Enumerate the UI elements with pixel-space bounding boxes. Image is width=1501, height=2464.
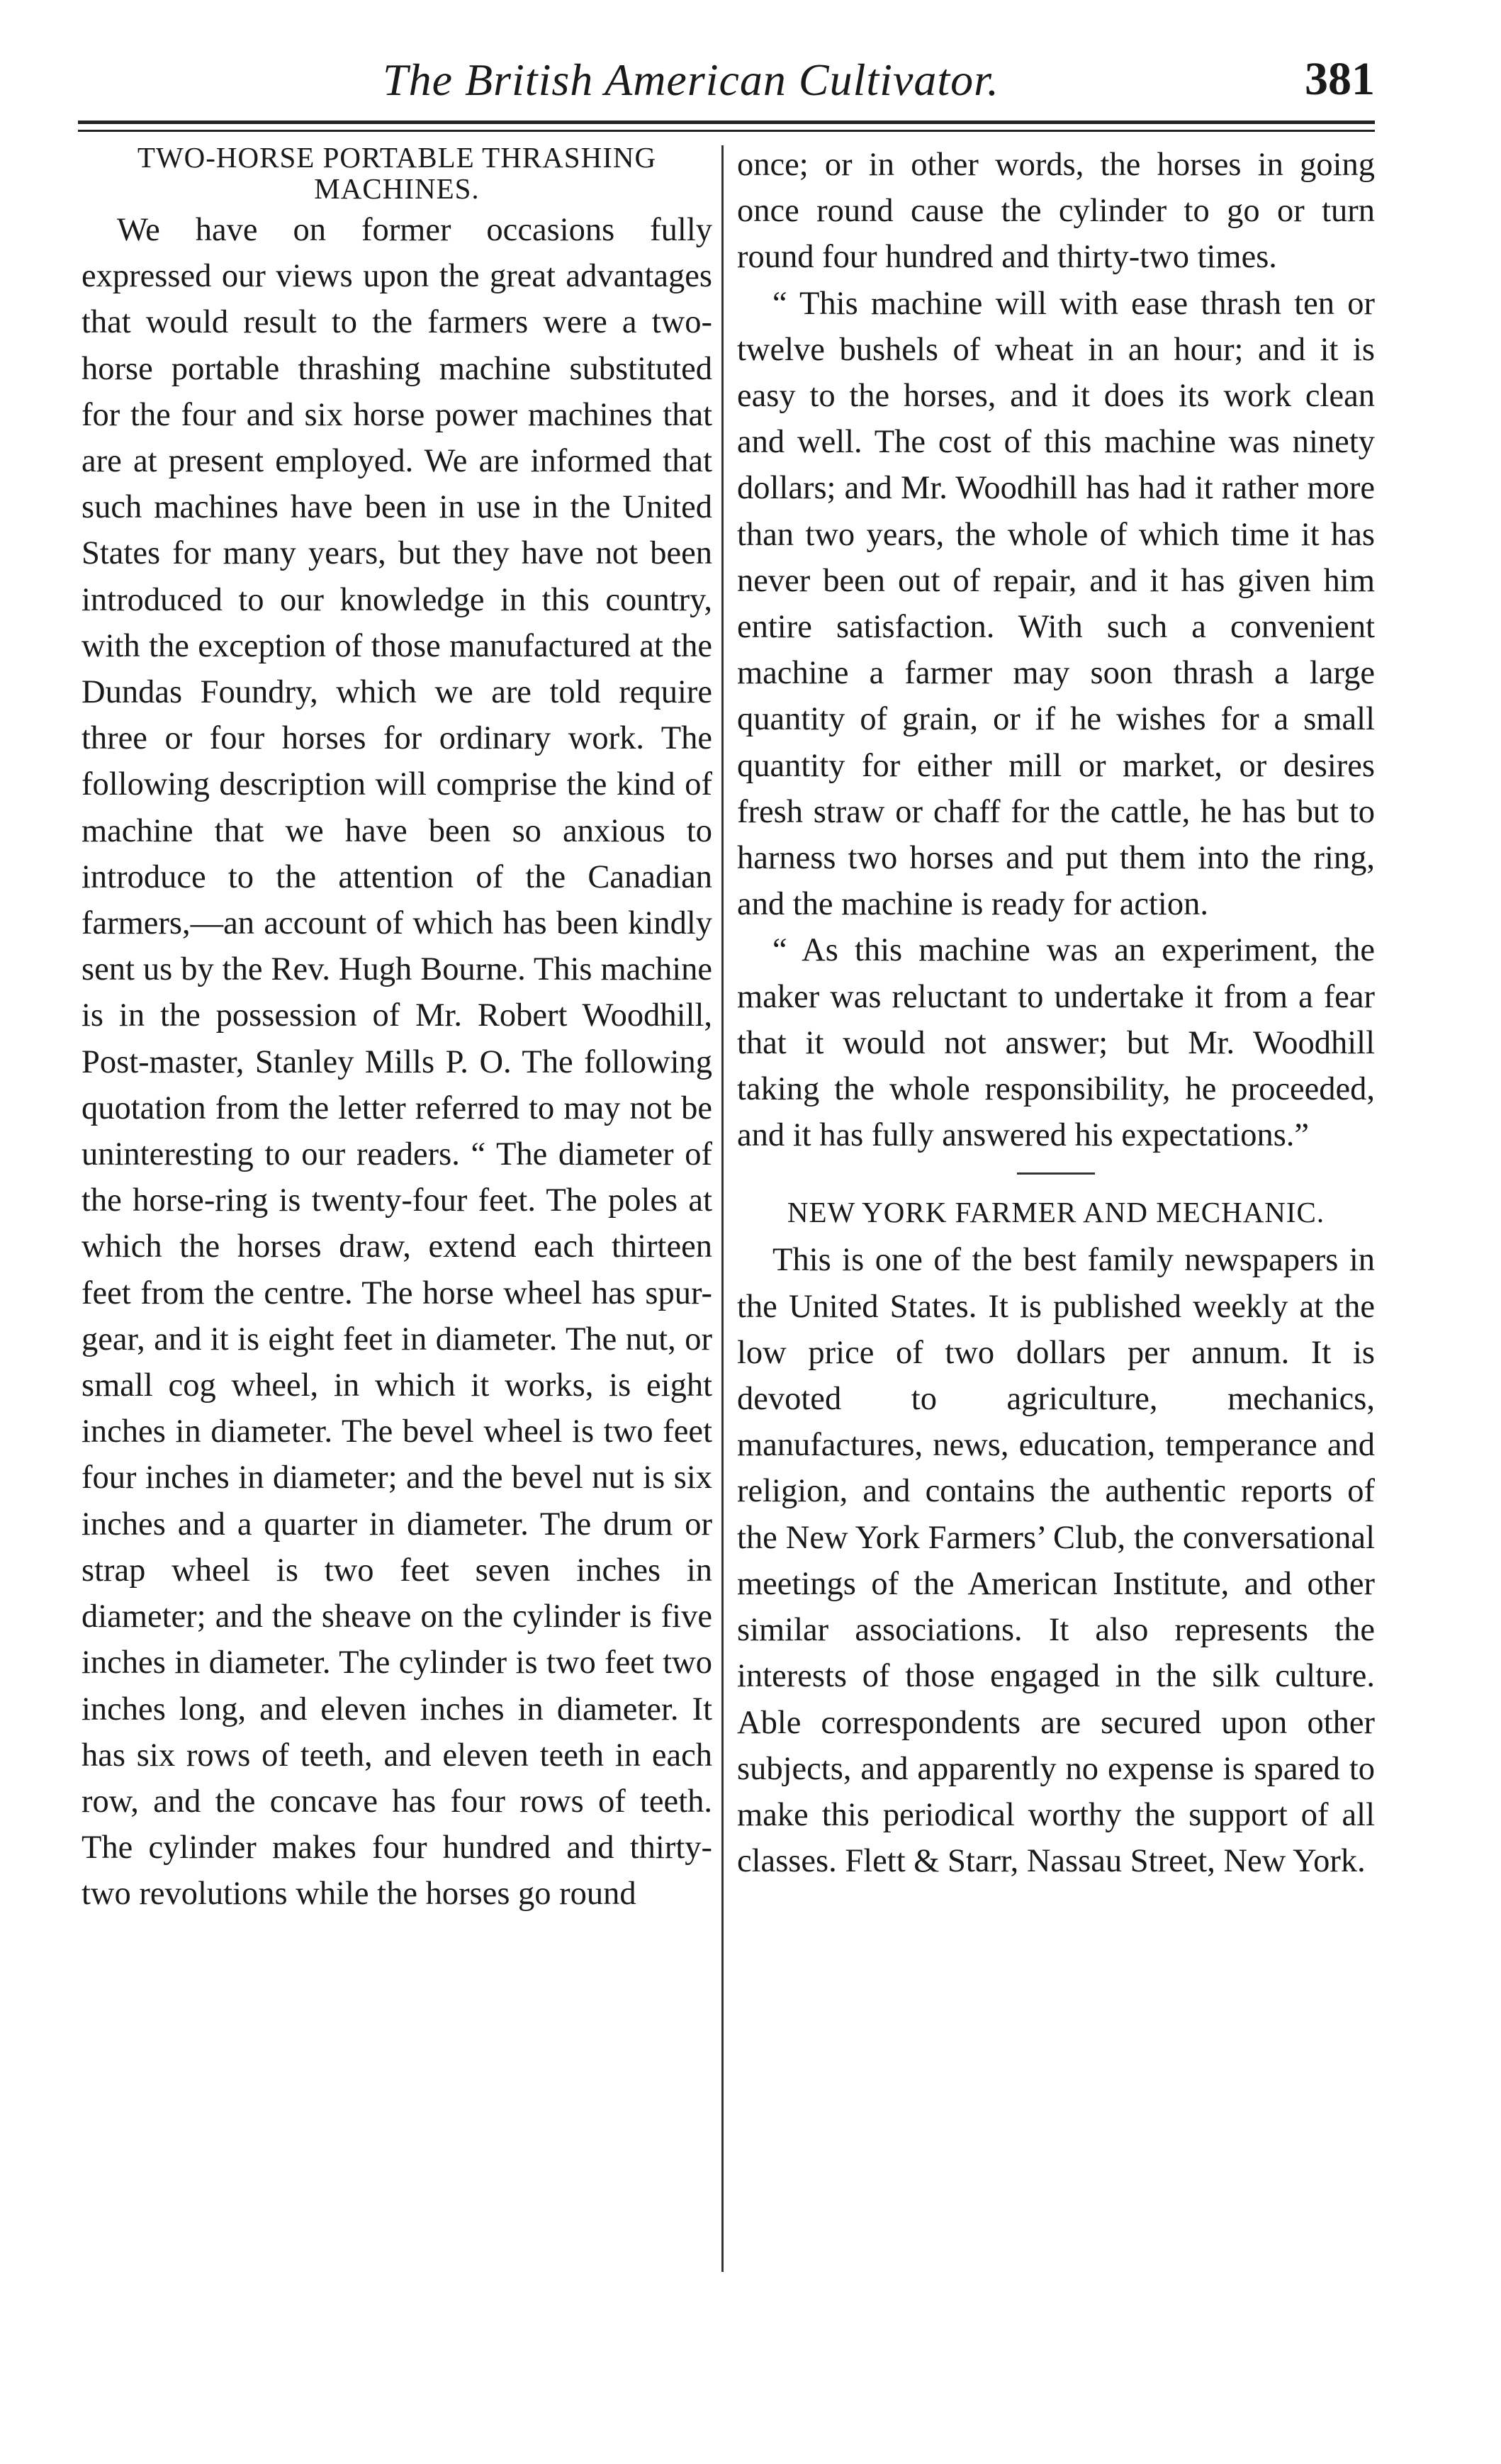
left-column	[81, 142, 712, 1917]
article-heading-new-york-farmer: NEW YORK FARMER AND MECHANIC.	[787, 1196, 1325, 1229]
page-header	[78, 50, 1375, 117]
column-divider	[721, 145, 724, 2272]
running-title: The British American Cultivator.	[383, 55, 999, 105]
article-continuation: once; or in other words, the horses in going once round cause the cylinder to go or turn round four hundred and thirty-two times.	[737, 147, 1375, 276]
article-body-thrashing-machines: We have on former occasions fully expressed our views upon the great advantages that would result to the farmers were a two-horse portable thrashing machine substituted for the four and six horse power machines that are at present employed. We are informed that such machines have been in use in the United States for many years, but they have not been introduced to our knowledge in this country, with the exception of those manufactured at the Dundas Foundry, which we are told require three or four horses for ordinary work. The following description will comprise the kind of machine that we have been so anxious to introduce to the attention of the Canadian farmers,—an account of which has been kindly sent us by the Rev. Hugh Bourne. This machine is in the possession of Mr. Robert Woodhill, Post-master, Stanley Mills P. O. The following quotation from the letter referred to may not be uninteresting to our readers. “ The diameter of the horse-ring is twenty-four feet. The poles at which the horses draw, extend each thirteen feet from the centre. The horse wheel has spur-gear, and it is eight feet in diameter. The nut, or small cog wheel, in which it works, is eight inches in diameter. The bevel wheel is two feet four inches in diameter; and the bevel nut is six inches and a quarter in diameter. The drum or strap wheel is two feet seven inches in diameter; and the sheave on the cylinder is five inches in diameter. The cylinder is two feet two inches long, and eleven inches in diameter. It has six rows of teeth, and eleven teeth in each row, and the concave has four rows of teeth. The cylinder makes four hundred and thirty-two revolutions while the horses go round	[81, 212, 712, 1913]
header-rule-thick	[78, 121, 1375, 124]
quote-paragraph-2: “ As this machine was an experiment, the maker was reluctant to undertake it from a fear that it would not answer; but Mr. Woodhill taking the whole responsibility, he proceeded, and it has fully answered his expectations.”	[737, 932, 1375, 1154]
quote-paragraph-1: “ This machine will with ease thrash ten or twelve bushels of wheat in an hour; and it is easy to the horses, and it does its work clean and well. The cost of this machine was ninety dollars; and Mr. Woodhill has had it rather more than two years, the whole of which time it has never been out of repair, and it has given him entire satisfaction. With such a convenient machine a farmer may soon thrash a large quantity of grain, or if he wishes for a small quantity for either mill or market, or desires fresh straw or chaff for the cattle, he has but to harness two horses and put them into the ring, and the machine is ready for action.	[737, 285, 1375, 923]
page-number: 381	[1305, 53, 1375, 105]
right-column	[737, 142, 1375, 1884]
section-divider	[1017, 1172, 1095, 1175]
article-heading-thrashing-machines: TWO-HORSE PORTABLE THRASHING MACHINES.	[137, 141, 657, 205]
article-body-new-york-farmer: This is one of the best family newspapers in the United States. It is published weekly at the low price of two dollars per annum. It is devoted to agriculture, mechanics, manufactures, news, education, temperance and religion, and contains the authentic reports of the New York Farmers’ Club, the conversational meetings of the American Institute, and other similar associations. It also represents the interests of those engaged in the silk culture. Able correspondents are secured upon other subjects, and apparently no expense is spared to make this periodical worthy the support of all classes. Flett & Starr, Nassau Street, New York.	[737, 1242, 1375, 1880]
header-rule-thin	[78, 130, 1375, 132]
